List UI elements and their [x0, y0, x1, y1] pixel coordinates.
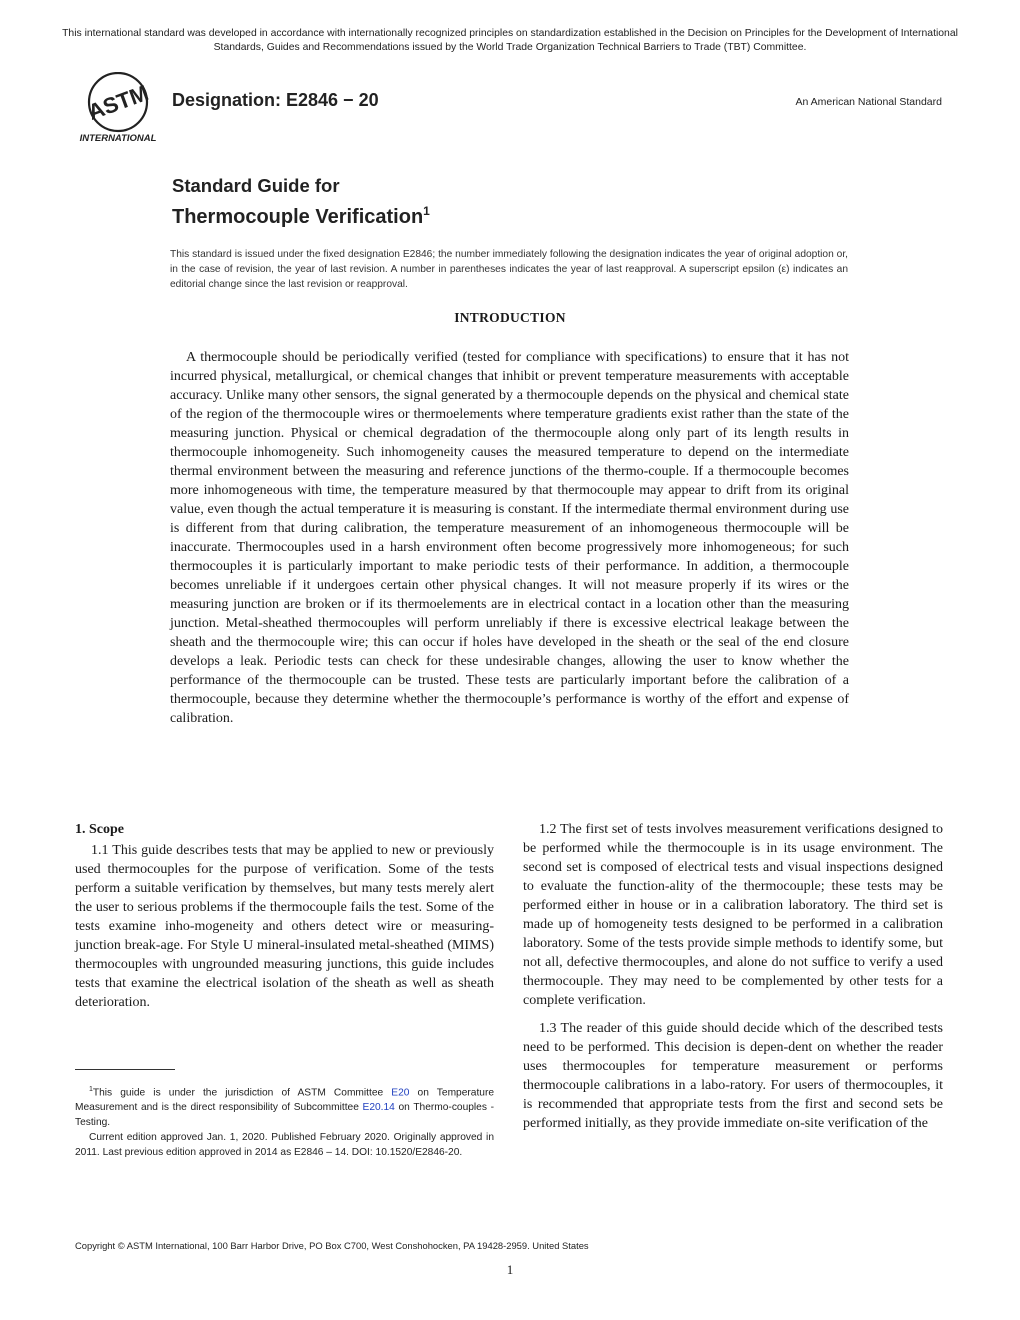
issue-note: This standard is issued under the fixed designation E2846; the number immediately following the designation indicates the year of original adoption or, in the case of revision, the year of last revision. A number in parentheses indicates the year of last reapproval. A superscript epsilon (ε) indicates an editorial change since the last revision or reapproval.	[170, 249, 848, 290]
title-footnote-ref: 1	[423, 204, 430, 218]
footnote-text-b: on Temperature Measurement and is the direct responsibility of Subcommittee	[75, 1087, 494, 1114]
scope-heading: 1. Scope	[75, 822, 124, 837]
section-1-1: 1.1 This guide describes tests that may be applied to new or previously used thermocouples for the purpose of verification. Some of the tests perform a suitable verification by themselves, but many tests merely alert the user to serious problems if the thermocouple fails the test. Some of the tests examine inho-mogeneity and others detect wire or measuring-junction break-age. For Style U mineral-insulated metal-sheathed (MIMS) thermocouples with ungrounded measuring junctions, this guide includes tests that examine the electrical isolation of the sheath as well as sheath deterioration.	[75, 843, 494, 1010]
title-line-1: Standard Guide for	[172, 175, 340, 196]
american-national-standard-label: An American National Standard	[795, 96, 942, 108]
section-1-2: 1.2 The first set of tests involves measurement verifications designed to be performed while the thermocouple is in its usage environment. The second set is composed of electrical tests and visual inspections designed to evaluate the function-ality of the thermocouple; these tests may be performed either in house or in a calibration laboratory. The third set is made up of homogeneity tests designed to be performed in a calibration laboratory. Some of the tests provide simple methods to identify some, but not all, defective thermocouples, and alone do not suffice to verify a used thermocouple. They may need to be complemented by other tests for a complete verification.	[523, 822, 943, 1008]
footnote-edition: Current edition approved Jan. 1, 2020. Published February 2020. Originally approved in 2011. Last previous edition approved in 2014 as E2846 – 14. DOI: 10.1520/E2846-20.	[75, 1132, 494, 1159]
title-main: Thermocouple Verification	[172, 206, 424, 228]
international-standard-notice: This international standard was developed in accordance with internationally recognized principles on standardization established in the Decision on Principles for the Development of International Standards, Guides and Recommendations issued by the World Trade Organization Technical Barriers to Trade (TBT) Committee.	[62, 28, 958, 53]
introduction-heading: INTRODUCTION	[454, 310, 566, 325]
footnote-divider	[75, 1069, 175, 1070]
copyright-line: Copyright © ASTM International, 100 Barr Harbor Drive, PO Box C700, West Conshohocken, PA 19428-2959. United States	[75, 1240, 589, 1251]
footnote-text-a: This guide is under the jurisdiction of ASTM Committee	[92, 1087, 392, 1099]
page-number: 1	[506, 1262, 514, 1277]
footnote-jurisdiction	[75, 1082, 494, 1130]
title-line-2	[172, 198, 430, 230]
committee-e20-link[interactable]: E20	[391, 1087, 410, 1099]
right-column	[523, 820, 943, 1133]
left-column	[75, 820, 494, 1012]
footnote-text-c: on Thermo-couples - Testing.	[75, 1102, 494, 1129]
document-title	[172, 174, 430, 230]
astm-logo	[72, 72, 164, 144]
section-1-3: 1.3 The reader of this guide should decide which of the described tests need to be performed. This decision is depen-dent on whether the reader uses thermocouples for temperature measurement or performs thermocouple calibrations in a labo-ratory. For users of thermocouples, it is recommended that appropriate tests from the first and second sets be performed initially, as they provide immediate on-site verification of the	[523, 1021, 943, 1131]
introduction-text: A thermocouple should be periodically verified (tested for compliance with specifications) to ensure that it has not incurred physical, metallurgical, or chemical changes that inhibit or prevent temperature measurements with acceptable accuracy. Unlike many other sensors, the signal generated by a thermocouple depends on the physical and chemical state of the region of the thermocouple wires or thermoelements where temperature gradients exist rather than the state of the measuring junction. Physical or chemical degradation of the thermocouple along only part of its length results in thermocouple inhomogeneity. Such inhomogeneity causes the measured temperature to depend on the intermediate thermal environment between the measuring and reference junctions of the thermo-couple. If a thermocouple becomes more inhomogeneous with time, the temperature measured by that thermocouple may appear to drift from its original value, even though the actual temperature it is measuring is constant. If the intermediate thermal environment during use is different from that during calibration, the temperature measurement of an inhomogeneous thermocouple will be inaccurate. Thermocouples used in a harsh environment often become progressively more inhomogeneous; for such thermocouples it is particularly important to make periodic tests of their performance. In addition, a thermocouple becomes unreliable if it undergoes certain other physical changes. It will not measure properly if its wires or the measuring junction are broken or if its thermoelements are in electrical contact in a location other than the measuring junction. Metal-sheathed thermocouples will perform unreliably if there is excessive electrical leakage between the sheath and the thermocouple wire; this can occur if holes have developed in the sheath or the seal of the end closure develops a leak. Periodic tests can check for these undesirable changes, allowing the user to know whether the performance of the thermocouple can be trusted. These tests are particularly important before the calibration of a thermocouple, because they determine whether the thermocouple’s performance is worthy of the effort and expense of calibration.	[170, 350, 849, 726]
designation: Designation: E2846 − 20	[172, 90, 379, 110]
logo-astm-text: ASTM	[84, 80, 152, 125]
footnote-marker: 1	[89, 1086, 93, 1093]
subcommittee-e20-14-link[interactable]: E20.14	[362, 1102, 395, 1114]
logo-international-text: INTERNATIONAL	[79, 133, 157, 144]
footnote	[75, 1082, 494, 1160]
